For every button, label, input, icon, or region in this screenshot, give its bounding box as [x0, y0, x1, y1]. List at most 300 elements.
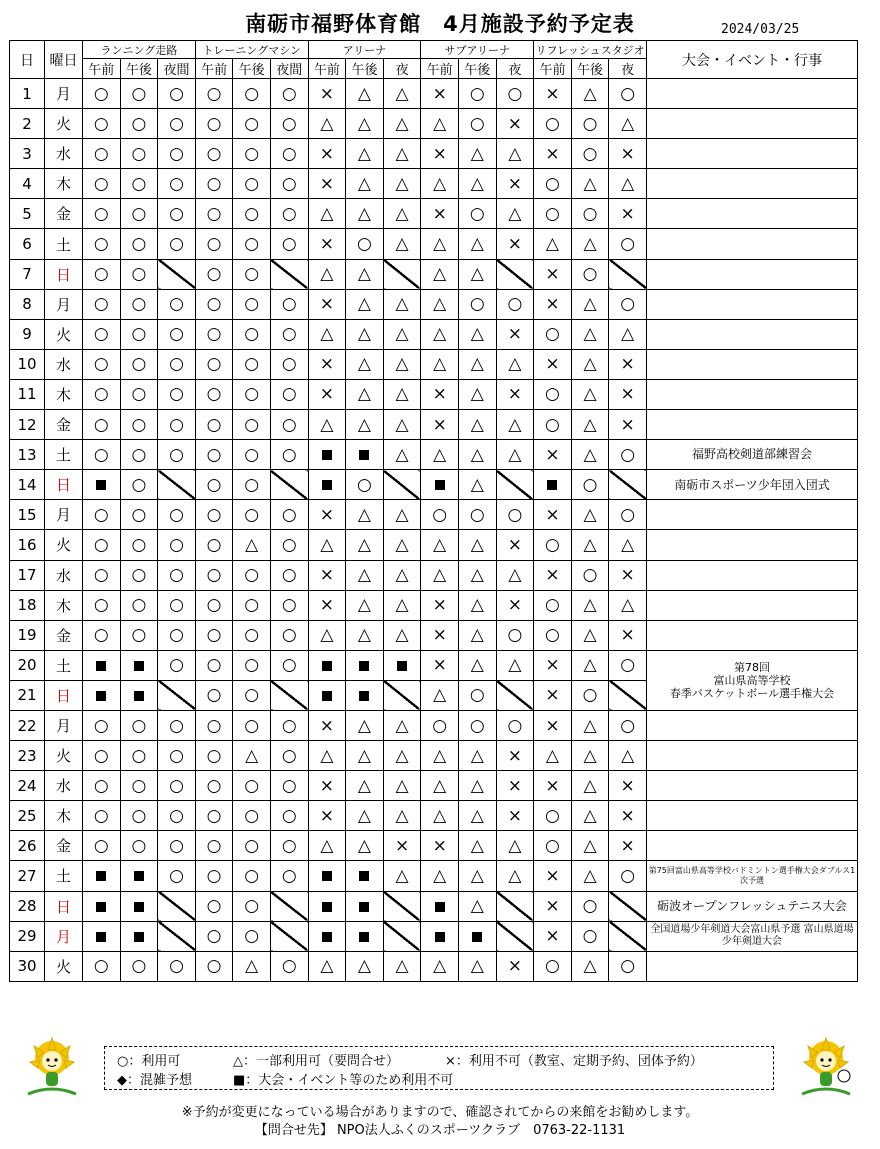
- availability-cell: [158, 500, 196, 530]
- closed-slot: [270, 470, 308, 500]
- availability-mark: △: [395, 414, 409, 435]
- contact-text: 【問合せ先】 NPO法人ふくのスポーツクラブ 0763-22-1131: [254, 1123, 626, 1138]
- availability-cell: [195, 710, 233, 740]
- filled-square-icon: [96, 871, 106, 881]
- availability-mark: ○: [281, 595, 297, 616]
- availability-mark: ○: [169, 595, 184, 616]
- availability-mark: △: [470, 173, 484, 194]
- weekday-cell: 金: [45, 620, 83, 650]
- filled-square-icon: [96, 932, 106, 942]
- availability-mark: ○: [244, 264, 260, 285]
- table-row: [10, 801, 858, 831]
- availability-cell: [383, 199, 421, 229]
- availability-cell: [120, 109, 158, 139]
- availability-mark: ×: [319, 565, 334, 586]
- availability-cell: [308, 620, 346, 650]
- reserved-slot: [346, 650, 384, 680]
- availability-mark: △: [395, 865, 409, 886]
- availability-mark: ○: [469, 685, 485, 706]
- availability-cell: [158, 650, 196, 680]
- availability-cell: [421, 169, 459, 199]
- availability-cell: [383, 620, 421, 650]
- availability-cell: [346, 801, 384, 831]
- availability-cell: [270, 771, 308, 801]
- event-cell: [646, 590, 857, 620]
- availability-cell: [308, 710, 346, 740]
- availability-mark: △: [357, 384, 371, 405]
- availability-cell: [458, 801, 496, 831]
- availability-cell: [534, 530, 572, 560]
- availability-cell: [195, 199, 233, 229]
- reserved-slot: [120, 891, 158, 921]
- availability-cell: [383, 410, 421, 440]
- availability-mark: ×: [620, 835, 635, 856]
- availability-cell: [308, 530, 346, 560]
- event-cell: 砺波オープンフレッシュテニス大会: [646, 891, 857, 921]
- filled-square-icon: [322, 691, 332, 701]
- availability-cell: [458, 289, 496, 319]
- filled-square-icon: [397, 661, 407, 671]
- availability-cell: [120, 349, 158, 379]
- availability-cell: [270, 620, 308, 650]
- availability-mark: ○: [169, 504, 184, 525]
- availability-cell: [233, 921, 271, 951]
- availability-cell: [120, 470, 158, 500]
- table-row: [10, 951, 858, 981]
- legend-cross: ×：利用不可（教室、定期予約、団体予約）: [445, 1054, 703, 1069]
- closed-slot: [158, 891, 196, 921]
- availability-cell: [421, 289, 459, 319]
- availability-cell: [383, 831, 421, 861]
- availability-mark: ×: [545, 565, 560, 586]
- availability-mark: ○: [545, 414, 560, 435]
- availability-mark: △: [583, 324, 597, 345]
- availability-cell: [383, 169, 421, 199]
- availability-mark: ○: [244, 715, 260, 736]
- availability-cell: [195, 109, 233, 139]
- availability-mark: △: [545, 234, 559, 255]
- availability-cell: [421, 199, 459, 229]
- availability-mark: ○: [206, 715, 222, 736]
- availability-cell: [421, 861, 459, 891]
- availability-mark: ○: [93, 534, 109, 555]
- closed-slot: [496, 921, 534, 951]
- availability-cell: [158, 109, 196, 139]
- reserved-slot: [421, 470, 459, 500]
- availability-mark: △: [357, 625, 371, 646]
- availability-cell: [571, 379, 609, 409]
- weekday-cell: 火: [45, 951, 83, 981]
- table-row: [10, 379, 858, 409]
- availability-mark: ○: [131, 835, 147, 856]
- day-number: 21: [10, 680, 45, 710]
- availability-cell: [270, 440, 308, 470]
- availability-cell: [346, 741, 384, 771]
- availability-cell: [120, 410, 158, 440]
- availability-mark: ○: [244, 414, 260, 435]
- availability-mark: △: [508, 865, 522, 886]
- availability-mark: ○: [244, 83, 260, 104]
- availability-cell: [83, 139, 121, 169]
- availability-mark: ×: [319, 83, 334, 104]
- availability-mark: △: [357, 113, 371, 134]
- availability-mark: ○: [281, 83, 297, 104]
- availability-mark: ○: [206, 805, 222, 826]
- availability-mark: ○: [281, 956, 297, 977]
- availability-mark: ○: [169, 203, 184, 224]
- availability-mark: ○: [244, 113, 260, 134]
- availability-mark: △: [470, 745, 484, 766]
- availability-mark: △: [320, 625, 334, 646]
- availability-cell: [83, 410, 121, 440]
- availability-mark: ×: [319, 354, 334, 375]
- reserved-slot: [346, 861, 384, 891]
- availability-cell: [308, 560, 346, 590]
- availability-mark: △: [508, 354, 522, 375]
- table-row: [10, 741, 858, 771]
- availability-mark: △: [583, 294, 597, 315]
- availability-cell: [195, 259, 233, 289]
- availability-cell: [158, 771, 196, 801]
- availability-cell: [195, 139, 233, 169]
- availability-mark: ○: [93, 835, 109, 856]
- availability-mark: ○: [507, 294, 523, 315]
- availability-mark: ○: [281, 625, 297, 646]
- mascot-right-icon: [796, 1036, 856, 1100]
- weekday-cell: 土: [45, 440, 83, 470]
- availability-mark: ○: [93, 203, 109, 224]
- availability-cell: [534, 891, 572, 921]
- mascot-left-icon: [22, 1036, 82, 1100]
- availability-mark: △: [357, 835, 371, 856]
- availability-cell: [571, 79, 609, 109]
- availability-mark: △: [470, 384, 484, 405]
- availability-mark: ○: [131, 474, 147, 495]
- availability-cell: [534, 650, 572, 680]
- header-slot: 夜: [383, 59, 421, 79]
- availability-cell: [421, 831, 459, 861]
- closed-slot: [158, 259, 196, 289]
- closed-slot: [270, 680, 308, 710]
- day-number: 10: [10, 349, 45, 379]
- availability-mark: △: [583, 595, 597, 616]
- weekday-cell: 月: [45, 710, 83, 740]
- availability-cell: [496, 410, 534, 440]
- filled-square-icon: [359, 450, 369, 460]
- availability-cell: [571, 951, 609, 981]
- availability-mark: △: [583, 534, 597, 555]
- event-cell: [646, 229, 857, 259]
- availability-cell: [421, 109, 459, 139]
- availability-mark: ○: [93, 444, 109, 465]
- weekday-cell: 日: [45, 259, 83, 289]
- availability-mark: ○: [169, 354, 184, 375]
- availability-cell: [496, 440, 534, 470]
- availability-cell: [609, 560, 647, 590]
- availability-mark: ○: [582, 203, 598, 224]
- table-row: [10, 259, 858, 289]
- availability-cell: [609, 741, 647, 771]
- day-number: 6: [10, 229, 45, 259]
- filled-square-icon: [134, 691, 144, 701]
- availability-cell: [458, 379, 496, 409]
- availability-mark: ○: [281, 234, 297, 255]
- availability-mark: ○: [131, 595, 147, 616]
- weekday-cell: 木: [45, 801, 83, 831]
- availability-mark: ○: [131, 504, 147, 525]
- availability-mark: ○: [244, 926, 260, 947]
- table-row: [10, 831, 858, 861]
- availability-cell: [120, 801, 158, 831]
- header-slot: 午前: [308, 59, 346, 79]
- availability-cell: [534, 560, 572, 590]
- availability-cell: [120, 560, 158, 590]
- filled-square-icon: [134, 871, 144, 881]
- availability-mark: ○: [469, 504, 485, 525]
- availability-mark: ○: [206, 474, 222, 495]
- closed-slot: [496, 259, 534, 289]
- availability-cell: [458, 741, 496, 771]
- availability-cell: [270, 831, 308, 861]
- availability-mark: △: [470, 625, 484, 646]
- availability-mark: ○: [131, 203, 147, 224]
- availability-cell: [195, 289, 233, 319]
- availability-cell: [195, 771, 233, 801]
- event-cell: [646, 801, 857, 831]
- availability-mark: ○: [93, 264, 109, 285]
- closed-slot: [609, 921, 647, 951]
- header-slot: 午前: [421, 59, 459, 79]
- availability-mark: ○: [244, 595, 260, 616]
- availability-mark: ○: [206, 534, 222, 555]
- availability-cell: [458, 500, 496, 530]
- availability-mark: △: [395, 715, 409, 736]
- availability-cell: [571, 801, 609, 831]
- availability-cell: [534, 801, 572, 831]
- availability-cell: [120, 741, 158, 771]
- availability-mark: ○: [244, 835, 260, 856]
- availability-mark: ○: [131, 83, 147, 104]
- day-number: 19: [10, 620, 45, 650]
- availability-cell: [233, 741, 271, 771]
- availability-mark: ○: [620, 294, 636, 315]
- table-row: [10, 440, 858, 470]
- availability-mark: △: [357, 504, 371, 525]
- availability-mark: ○: [93, 745, 109, 766]
- availability-cell: [458, 229, 496, 259]
- availability-cell: [458, 530, 496, 560]
- availability-cell: [195, 680, 233, 710]
- availability-mark: ○: [93, 294, 109, 315]
- availability-mark: △: [433, 294, 447, 315]
- availability-cell: [571, 921, 609, 951]
- availability-cell: [270, 590, 308, 620]
- legend-triangle: △：一部利用可（要問合せ）: [233, 1054, 399, 1069]
- availability-cell: [534, 410, 572, 440]
- availability-cell: [270, 199, 308, 229]
- availability-mark: ○: [169, 835, 184, 856]
- availability-mark: △: [320, 835, 334, 856]
- availability-cell: [233, 109, 271, 139]
- availability-cell: [270, 650, 308, 680]
- availability-cell: [233, 560, 271, 590]
- availability-cell: [120, 710, 158, 740]
- availability-cell: [383, 319, 421, 349]
- availability-mark: ○: [131, 173, 147, 194]
- availability-cell: [158, 289, 196, 319]
- availability-mark: ×: [545, 715, 560, 736]
- availability-mark: ○: [93, 113, 109, 134]
- availability-mark: △: [470, 143, 484, 164]
- closed-slot: [383, 680, 421, 710]
- availability-cell: [83, 801, 121, 831]
- availability-cell: [383, 229, 421, 259]
- availability-cell: [83, 379, 121, 409]
- availability-cell: [571, 530, 609, 560]
- availability-cell: [534, 590, 572, 620]
- event-cell: [646, 79, 857, 109]
- availability-cell: [421, 410, 459, 440]
- availability-mark: ○: [93, 173, 109, 194]
- availability-cell: [308, 79, 346, 109]
- availability-cell: [83, 259, 121, 289]
- availability-cell: [120, 289, 158, 319]
- availability-cell: [534, 831, 572, 861]
- availability-cell: [83, 440, 121, 470]
- availability-cell: [534, 289, 572, 319]
- availability-cell: [158, 379, 196, 409]
- table-row: [10, 620, 858, 650]
- event-cell: [646, 650, 857, 710]
- availability-cell: [534, 379, 572, 409]
- availability-mark: ×: [507, 805, 522, 826]
- availability-mark: ×: [507, 534, 522, 555]
- availability-cell: [233, 79, 271, 109]
- availability-mark: △: [508, 414, 522, 435]
- event-cell: [646, 771, 857, 801]
- availability-cell: [346, 199, 384, 229]
- availability-mark: △: [357, 203, 371, 224]
- availability-cell: [496, 861, 534, 891]
- reserved-slot: [83, 650, 121, 680]
- availability-cell: [421, 801, 459, 831]
- availability-mark: △: [433, 775, 447, 796]
- availability-mark: △: [583, 745, 597, 766]
- header-events: 大会・イベント・行事: [646, 41, 857, 79]
- availability-mark: ×: [432, 414, 447, 435]
- availability-cell: [496, 139, 534, 169]
- availability-cell: [609, 109, 647, 139]
- availability-mark: ○: [206, 926, 222, 947]
- availability-cell: [308, 289, 346, 319]
- availability-mark: ○: [131, 805, 147, 826]
- event-cell: 第75回富山県高等学校バドミントン選手権大会ダブルス1次予選: [646, 861, 857, 891]
- availability-mark: △: [357, 595, 371, 616]
- availability-mark: ○: [281, 414, 297, 435]
- availability-cell: [120, 440, 158, 470]
- availability-mark: ○: [93, 715, 109, 736]
- availability-cell: [120, 951, 158, 981]
- availability-cell: [571, 169, 609, 199]
- availability-cell: [421, 530, 459, 560]
- filled-square-icon: [359, 691, 369, 701]
- availability-mark: △: [508, 203, 522, 224]
- availability-mark: ○: [206, 565, 222, 586]
- table-row: [10, 229, 858, 259]
- weekday-cell: 月: [45, 921, 83, 951]
- availability-cell: [346, 771, 384, 801]
- availability-mark: ○: [93, 504, 109, 525]
- availability-cell: [496, 951, 534, 981]
- availability-cell: [233, 379, 271, 409]
- availability-mark: ×: [432, 83, 447, 104]
- availability-mark: △: [583, 805, 597, 826]
- header-facility: アリーナ: [308, 41, 421, 59]
- reserved-slot: [120, 921, 158, 951]
- availability-mark: ○: [244, 474, 260, 495]
- availability-cell: [83, 349, 121, 379]
- availability-cell: [421, 349, 459, 379]
- availability-mark: ○: [545, 113, 560, 134]
- availability-cell: [458, 109, 496, 139]
- weekday-cell: 火: [45, 530, 83, 560]
- availability-mark: ○: [432, 504, 448, 525]
- availability-cell: [308, 590, 346, 620]
- availability-mark: ×: [620, 565, 635, 586]
- availability-mark: △: [357, 143, 371, 164]
- availability-mark: ○: [206, 83, 222, 104]
- availability-mark: ○: [93, 805, 109, 826]
- availability-mark: ○: [93, 625, 109, 646]
- closed-slot: [158, 470, 196, 500]
- availability-cell: [195, 530, 233, 560]
- closed-slot: [609, 470, 647, 500]
- availability-mark: ○: [244, 805, 260, 826]
- availability-mark: △: [621, 595, 635, 616]
- availability-mark: △: [395, 775, 409, 796]
- day-number: 23: [10, 741, 45, 771]
- day-number: 16: [10, 530, 45, 560]
- day-number: 28: [10, 891, 45, 921]
- availability-mark: ○: [131, 565, 147, 586]
- issue-date: 2024/03/25: [721, 22, 800, 37]
- availability-cell: [233, 590, 271, 620]
- closed-slot: [158, 680, 196, 710]
- availability-mark: △: [320, 113, 334, 134]
- availability-mark: ○: [281, 143, 297, 164]
- availability-mark: △: [583, 775, 597, 796]
- availability-cell: [120, 259, 158, 289]
- availability-cell: [383, 861, 421, 891]
- day-number: 7: [10, 259, 45, 289]
- availability-mark: △: [470, 896, 484, 917]
- availability-cell: [195, 410, 233, 440]
- availability-mark: ○: [281, 775, 297, 796]
- weekday-cell: 月: [45, 289, 83, 319]
- availability-cell: [534, 139, 572, 169]
- availability-mark: ○: [206, 444, 222, 465]
- availability-cell: [120, 199, 158, 229]
- availability-mark: △: [357, 83, 371, 104]
- availability-cell: [534, 741, 572, 771]
- availability-cell: [421, 440, 459, 470]
- weekday-cell: 水: [45, 560, 83, 590]
- availability-mark: △: [395, 444, 409, 465]
- availability-cell: [571, 741, 609, 771]
- availability-cell: [233, 319, 271, 349]
- availability-mark: △: [621, 745, 635, 766]
- availability-mark: ×: [319, 805, 334, 826]
